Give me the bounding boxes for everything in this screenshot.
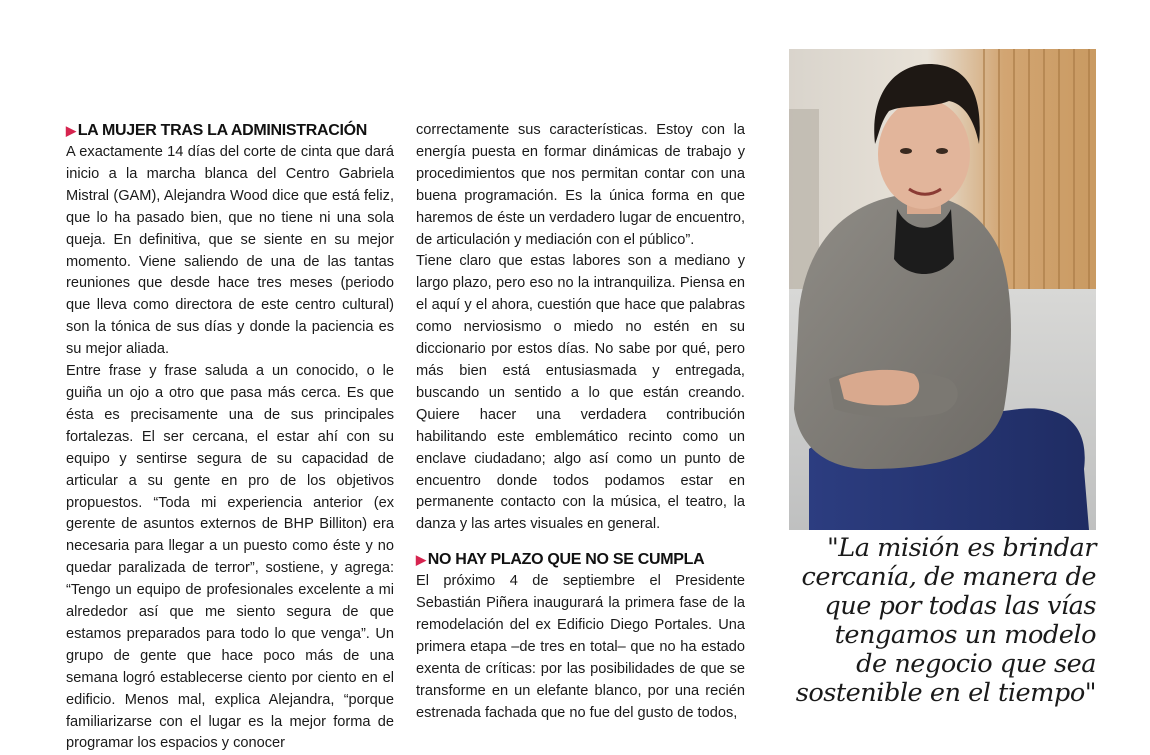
section-heading-2 <box>416 549 745 571</box>
portrait-photo <box>789 49 1096 530</box>
heading-text: NO HAY PLAZO QUE NO SE CUMPLA <box>427 551 705 569</box>
left-column <box>66 120 394 755</box>
triangle-bullet-icon: ▶ <box>416 552 426 568</box>
quote-line: "La misión es brindar <box>826 533 1096 563</box>
middle-column <box>416 120 745 725</box>
section-heading <box>66 120 394 142</box>
article-paragraph: El próximo 4 de septiembre el Presidente Sebastián Piñera inaugurará la primera fase de la remodelación del ex Edificio Diego Portales. Una primera etapa –de tres en total– que no ha estado exenta de críticas: por las posibilidades de que se transforme en un elefante blanco, por una recién estrenada fachada que no fue del gusto de todos, <box>416 573 745 721</box>
quote-line: sostenible en el tiempo" <box>795 678 1096 708</box>
pull-quote <box>790 534 1096 708</box>
article-paragraph: Tiene claro que estas labores son a mediano y largo plazo, pero eso no la intranquiliza. Piensa en el aquí y el ahora, cuestión que hace que palabras como nerviosismo o miedo no estén en su diccionario por estos días. No sabe por qué, pero más bien está entusiasmada y entregada, buscando un sentido a lo que están creando. Quiere hacer una verdadera contribución habilitando este emblemático recinto como un enclave ciudadano; algo así como un punto de encuentro donde todos podamos estar en permanente contacto con la música, el teatro, la danza y las artes visuales en general. <box>416 253 745 533</box>
quote-line: tengamos un modelo <box>834 620 1096 650</box>
quote-line: cercanía, de manera de <box>801 562 1096 592</box>
article-paragraph: Entre frase y frase saluda a un conocido, o le guiña un ojo a otro que pasa más cerca. Es que ésta es precisamente una de sus principales fortalezas. El ser cercana, el estar ahí con su equipo y sentirse segura de su capacidad de articular a su gente en pro de los objetivos propuestos. “Toda mi experiencia anterior (ex gerente de asuntos externos de BHP Billiton) era necesaria para llegar a un puesto como éste y no quedar paralizada de terror”, sostiene, y agrega: “Tengo un equipo de profesionales excelente a mi alrededor así que me siento segura de que estamos preparados para todo lo que venga”. Un grupo de gente que hace poco más de una semana logró establecerse ciento por ciento en el edificio. Menos mal, explica Alejandra, “porque familiarizarse con el lugar es la mejor forma de programar los espacios y conocer <box>66 363 394 752</box>
article-paragraph: correctamente sus características. Estoy con la energía puesta en formar dinámicas de trabajo y procedimientos que nos permitan contar con una buena programación. Es la única forma en que haremos de éste un verdadero lugar de encuentro, de articulación y mediación con el público”. <box>416 122 745 248</box>
article-paragraph: A exactamente 14 días del corte de cinta que dará inicio a la marcha blanca del Centro Gabriela Mistral (GAM), Alejandra Wood dice que está feliz, que lo ha pasado bien, que no tiene ni una sola queja. En definitiva, que se siente en su mejor momento. Viene saliendo de una de las tantas reuniones que desde hace tres meses (periodo que lleva como directora de este centro cultural) son la tónica de sus días y donde la paciencia es su mejor aliada. <box>66 144 394 358</box>
quote-line: que por todas las vías <box>824 591 1096 621</box>
heading-text: LA MUJER TRAS LA ADMINISTRACIÓN <box>77 122 368 139</box>
triangle-bullet-icon: ▶ <box>66 123 76 138</box>
quote-line: de negocio que sea <box>856 649 1096 679</box>
